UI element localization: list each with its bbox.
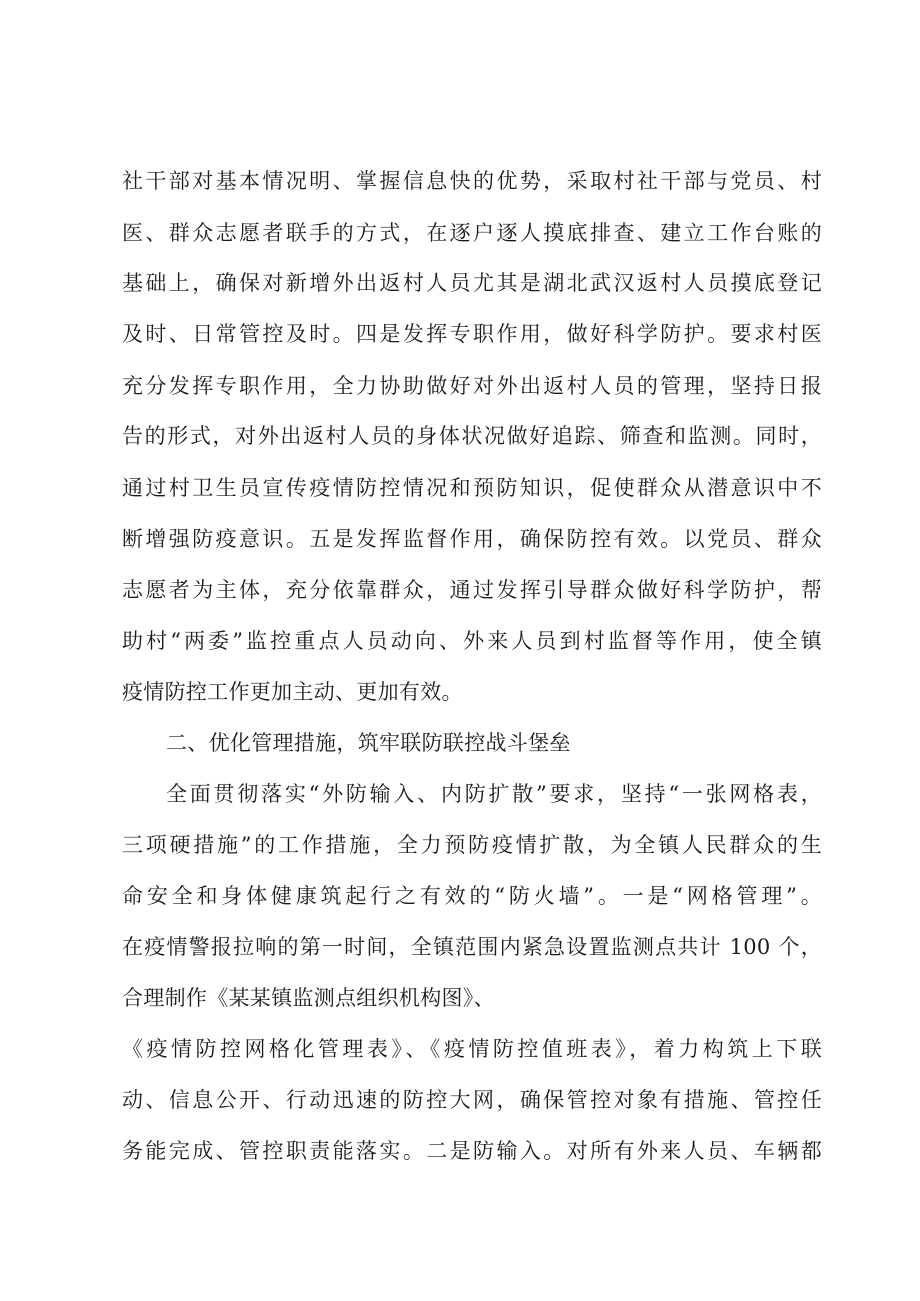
body-text-line: 社干部对基本情况明、掌握信息快的优势，采取村社干部与党员、村 [122, 169, 822, 193]
section-heading: 二、优化管理措施，筑牢联防联控战斗堡垒 [166, 731, 571, 755]
body-text-line: 医、群众志愿者联手的方式，在逐户逐人摸底排查、建立工作台账的 [122, 221, 822, 245]
paragraph-first-line: 全面贯彻落实“外防输入、内防扩散”要求，坚持“一张网格表， [166, 782, 822, 806]
body-text-line: 基础上，确保对新增外出返村人员尤其是湖北武汉返村人员摸底登记 [122, 271, 822, 295]
body-text-line: 断增强防疫意识。五是发挥监督作用，确保防控有效。以党员、群众 [122, 527, 822, 551]
body-text-line: 三项硬措施”的工作措施，全力预防疫情扩散，为全镇人民群众的生 [122, 833, 822, 857]
body-text-line: 务能完成、管控职责能落实。二是防输入。对所有外来人员、车辆都 [122, 1139, 822, 1163]
body-text-line: 《疫情防控网格化管理表》、《疫情防控值班表》，着力构筑上下联 [122, 1037, 822, 1061]
body-text-line: 及时、日常管控及时。四是发挥专职作用，做好科学防护。要求村医 [122, 322, 822, 346]
body-text-line: 命安全和身体健康筑起行之有效的“防火墙”。一是“网格管理”。 [122, 884, 822, 908]
body-text-line: 通过村卫生员宣传疫情防控情况和预防知识，促使群众从潜意识中不 [122, 476, 822, 500]
body-text-line: 合理制作《某某镇监测点组织机构图》、 [122, 986, 495, 1010]
body-text-line: 告的形式，对外出返村人员的身体状况做好追踪、筛查和监测。同时， [122, 424, 822, 448]
body-text-line: 充分发挥专职作用，全力协助做好对外出返村人员的管理，坚持日报 [122, 374, 822, 398]
body-text-line: 志愿者为主体，充分依靠群众，通过发挥引导群众做好科学防护，帮 [122, 578, 822, 602]
body-text-line: 在疫情警报拉响的第一时间，全镇范围内紧急设置监测点共计 100 个， [122, 935, 822, 959]
body-text-line: 疫情防控工作更加主动、更加有效。 [122, 680, 463, 704]
body-text-line: 助村“两委”监控重点人员动向、外来人员到村监督等作用，使全镇 [122, 629, 822, 653]
body-text-line: 动、信息公开、行动迅速的防控大网，确保管控对象有措施、管控任 [122, 1088, 822, 1112]
